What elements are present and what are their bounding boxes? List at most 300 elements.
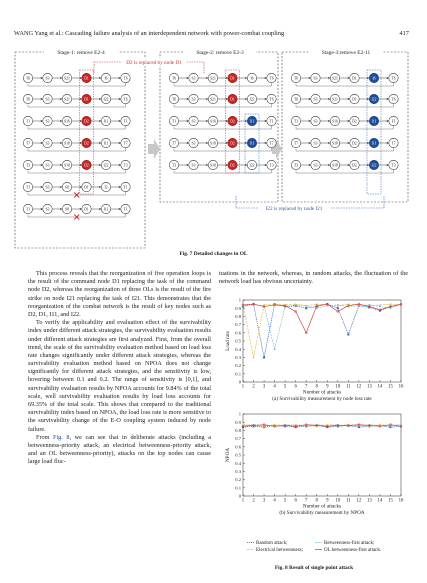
page-number: 417 [399,30,409,37]
loop-return-edge [296,126,394,129]
loop-return-edge [296,170,394,173]
note-d2-replaced: D2 is replaced by node D1 [126,60,182,66]
loop-edge-arrow [245,142,247,144]
loop-node-label: S3 [313,163,318,168]
loop-edge-arrow [367,164,369,166]
loop-node-label: S18 [332,163,338,168]
loop-edge-arrow [41,186,43,188]
loop-edge-arrow [187,120,189,122]
data-point [263,356,265,358]
text-prefix: From [36,433,54,441]
x-tick-label: 13 [367,498,372,504]
loop-node-label: D1 [230,76,235,81]
x-tick-label: 6 [294,384,297,390]
loop-node-label: D2 [84,119,89,124]
loop-edge-arrow [60,208,62,210]
y-tick-label: 0.9 [235,419,241,425]
loop-return-edge [174,148,272,151]
loop-edge-arrow [226,77,228,79]
data-point [252,356,254,358]
loop-node-label: D2 [84,141,89,146]
loop-edge-arrow [309,164,311,166]
loop-edge-arrow [60,98,62,100]
loop-edge-arrow [348,98,350,100]
loop-node-label: I22 [249,97,255,102]
loop-node-label: T3 [269,163,274,168]
loop-edge-arrow [309,98,311,100]
y-tick-label: 0.9 [235,305,241,311]
figure-8-link[interactable]: Fig. 8 [53,433,70,441]
loop-node-label: T7 [171,141,177,146]
x-tick-label: 10 [335,384,341,390]
loop-node-label: S21 [64,97,70,102]
loop-node-label: S3 [45,185,50,190]
loop-node-label: D2 [352,141,357,146]
loop-node-label: I22 [249,163,255,168]
highlight-d-column-stage1 [80,70,94,194]
data-point [337,307,339,309]
loop-node-label: S18 [210,163,216,168]
loop-edge-arrow [60,77,62,79]
loop-edge-arrow [206,164,208,166]
loop-edge-arrow [245,77,247,79]
loop-edge-arrow [245,120,247,122]
loop-edge-arrow [328,164,330,166]
loop-node-label: S3 [191,76,196,81]
loop-edge-arrow [367,120,369,122]
loop-node-label: S3 [45,207,50,212]
loop-node-label: S3 [45,97,50,102]
x-tick-label: 9 [326,498,329,504]
loop-node-label: S3 [191,141,196,146]
loop-node-label: I22 [371,163,377,168]
data-point [358,426,360,428]
x-tick-label: 7 [304,498,308,504]
loop-return-edge [296,83,394,86]
loop-node-label: S3 [191,163,196,168]
loop-return-edge [28,104,126,107]
loop-node-label: T1 [391,119,396,124]
loop-node-label: D2 [230,163,235,168]
x-tick-label: 10 [335,498,341,504]
y-tick-label: 0.3 [235,469,241,474]
loop-edge-arrow [226,98,228,100]
x-tick-label: 6 [294,498,297,504]
loop-node-label: D2 [230,119,235,124]
loop-node-label: I11 [249,119,255,124]
x-axis-label: Number of attacks [302,389,342,396]
stage-3-label: Stage-3:remove E2-11 [321,50,371,56]
legend-label: Betweenness-first attack; [324,541,375,546]
loop-edge-arrow [367,77,369,79]
y-tick-label: 1 [238,411,241,417]
x-tick-label: 8 [315,384,318,390]
paragraph-reorganization: This process reveals that the reorganization of five operation loops is the result of the command node D1 replacing the task of the command node D2, whereas the reorganization of three OLs is the result of the fire strike on node I21 replacing the task of I21. This demonstrates that the reorganization of the combat network is the result of key nodes such as D2, D1, I11, and I22. [28,270,211,318]
loop-edge-arrow [206,120,208,122]
y-tick-label: 0.4 [235,460,241,466]
y-tick-label: 0.5 [235,452,241,458]
loop-node-label: I11 [103,207,109,212]
loop-node-label: T6 [171,97,177,102]
loop-node-label: I6 [250,76,254,81]
highlight-i-column-stage3 [367,70,381,194]
loop-node-label: S18 [64,163,70,168]
loop-edge-arrow [309,142,311,144]
loop-node-label: D1 [352,76,357,81]
loop-node-label: T1 [293,119,299,124]
loop-node-label: I6 [372,76,376,81]
figure-8-caption: Fig. 8 Result of single point attack [274,565,354,571]
loop-edge-arrow [348,142,350,144]
loop-edge-arrow [119,186,121,188]
loop-edge-arrow [387,142,389,144]
loop-node-label: I11 [371,141,377,146]
loop-return-edge [174,83,272,86]
loop-edge-arrow [80,164,82,166]
loop-edge-arrow [119,120,121,122]
loop-node-label: T1 [25,185,31,190]
loop-node-label: D1 [352,97,357,102]
x-tick-label: 13 [367,384,372,390]
y-tick-label: 0.6 [235,444,241,450]
loop-edge-arrow [119,208,121,210]
figure-7-caption: Fig. 7 Detailed changes in OL [179,251,248,257]
loop-node-label: T6 [25,97,31,102]
loop-edge-arrow [187,98,189,100]
x-tick-label: 9 [326,384,329,390]
x-tick-label: 15 [388,384,393,390]
loop-node-label: T1 [123,119,128,124]
loop-edge-arrow [60,142,62,144]
loop-node-label: I11 [371,119,377,124]
loop-node-label: D2 [230,141,235,146]
loop-node-label: S21 [64,76,70,81]
loop-edge-arrow [206,98,208,100]
paragraph-survivability: To verify the applicability and evaluation effect of the survivability index under different attack strategies, the survivability evaluation results under different attack strategies are first analyzed. First, from the overall trend, the scale of the survivability evaluation method based on load loss rate changes significantly under different attack strategies, whereas the survivability evaluation method based on NPOA does not change significantly for different attack strategies, and the sensitivity is low, hovering between 0.1 and 0.2. The range of sensitivity is [0,1], and survivability evaluation results by NPOA accounts for 9.84% of the total scale, well survivability evaluation results by load loss accounts for 69.35% of the total scale. This shows that compared to the traditional survivability index based on NPOA, the load loss rate is more sensitive to the survivability change of the E-O coupling system induced by node failure. [28,319,211,433]
loop-edge-arrow [265,98,267,100]
stage-1-label: Stage-1: remove E2-4 [57,50,105,56]
y-tick-label: 0.2 [235,363,241,369]
loop-node-label: S21 [210,97,216,102]
loop-return-edge [28,148,126,151]
y-tick-label: 0.8 [235,428,241,433]
loop-node-label: I22 [103,97,109,102]
loop-edge-arrow [348,77,350,79]
y-tick-label: 0 [238,379,241,385]
x-tick-label: 12 [356,384,362,390]
loop-edge-arrow [80,208,82,210]
loop-edge-arrow [80,98,82,100]
data-point [274,348,276,350]
x-tick-label: 5 [283,498,287,504]
x-tick-label: 2 [252,384,255,390]
loop-return-edge [28,83,126,86]
stage-2-label: Stage-2: remove E2-3 [196,50,244,56]
x-tick-label: 2 [252,498,255,504]
loop-edge-arrow [367,98,369,100]
loop-edge-arrow [99,142,101,144]
loop-node-label: T6 [391,76,396,81]
loop-edge-arrow [387,120,389,122]
loop-edge-arrow [41,208,43,210]
x-tick-label: 3 [262,498,266,504]
loop-node-label: D2 [352,163,357,168]
loop-node-label: S16 [332,119,338,124]
loop-node-label: D1 [84,76,89,81]
loop-node-label: T6 [123,76,128,81]
loop-node-label: T3 [293,163,299,168]
loop-return-edge [174,104,272,107]
loop-edge-arrow [206,77,208,79]
loop-edge-arrow [99,120,101,122]
loop-node-label: S18 [64,141,70,146]
x-tick-label: 1 [241,384,245,390]
loop-edge-arrow [206,142,208,144]
paragraph-continuation: tuations in the network, whereas, in random attacks, the fluctuation of the network load has obvious uncertainty. [219,270,408,286]
loop-edge-arrow [80,142,82,144]
chart-subtitle: (a) Survivability measurement by node loss rate [272,396,372,402]
loop-edge-arrow [60,164,62,166]
loop-node-label: T6 [293,76,299,81]
loop-edge-arrow [387,77,389,79]
loop-edge-arrow [119,142,121,144]
body-right-column [219,270,408,286]
loop-edge-arrow [387,164,389,166]
loop-node-label: S3 [313,76,318,81]
loop-edge-arrow [119,164,121,166]
y-tick-label: 0.1 [235,371,241,377]
text-suffix: , we can see that in deliberate attacks (including a betweenness-priority attack, an electrical betweenness-priority attack, and an OL betweenness-priority), attacks on the top nodes can cause large load fluc- [28,433,211,466]
loop-node-label: T3 [391,163,396,168]
figure-8-legend [247,541,381,553]
loop-node-label: D1 [84,207,89,212]
y-tick-label: 0.3 [235,355,241,360]
running-header-title: WANG Yang et al.: Cascading failure analysis of an interdependent network with power-combat coupling [14,30,285,37]
stage-transition-arrow-1 [148,139,160,159]
loop-edge-arrow [309,120,311,122]
body-left-column [28,270,211,467]
series-line [243,304,401,333]
loop-node-label: T6 [293,97,299,102]
loop-edge-arrow [328,77,330,79]
chart-npoa [225,412,404,516]
loop-node-label: T3 [171,163,177,168]
loop-edge-arrow [41,98,43,100]
loop-edge-arrow [226,142,228,144]
loop-edge-arrow [60,120,62,122]
loop-edge-arrow [309,77,311,79]
chart-subtitle: (b) Survivability measurement by NPOA [279,510,365,516]
loop-node-label: T6 [269,97,274,102]
figure-7-diagram [14,46,412,254]
paragraph-fig8-discussion [28,434,211,467]
x-tick-label: 11 [346,384,351,390]
y-tick-label: 1 [238,297,241,303]
data-point [347,333,349,335]
data-point [389,426,391,428]
loop-edge-arrow [187,142,189,144]
loop-edge-arrow [41,77,43,79]
loop-node-label: T7 [293,141,299,146]
loop-edge-arrow [265,77,267,79]
loop-node-label: S3 [191,97,196,102]
loop-node-label: T1 [123,185,128,190]
loop-node-label: S18 [332,141,338,146]
loop-edge-arrow [80,120,82,122]
loop-edge-arrow [80,77,82,79]
loop-node-label: S3 [45,141,50,146]
loop-edge-arrow [99,186,101,188]
loop-node-label: S16 [210,119,216,124]
loop-node-label: T1 [269,119,274,124]
loop-return-edge [174,170,272,173]
loop-node-label: S18 [210,141,216,146]
loop-edge-arrow [119,98,121,100]
loop-return-edge [174,126,272,129]
loop-node-label: T1 [123,207,128,212]
x-tick-label: 4 [273,498,276,504]
loop-node-label: T7 [391,141,396,146]
x-tick-label: 15 [388,498,393,504]
legend-label: OL betweenness-first attack. [324,548,382,553]
y-axis-label: NPOA [225,447,231,463]
series-line [243,304,401,357]
x-tick-label: 4 [273,384,276,390]
loop-node-label: T7 [123,141,128,146]
loop-node-label: I11 [103,119,109,124]
loop-edge-arrow [41,142,43,144]
x-axis-label: Number of attacks [302,503,342,510]
loop-edge-arrow [328,98,330,100]
loop-edge-arrow [80,186,82,188]
data-point [379,306,381,308]
series-line [243,304,401,357]
legend-label: Electrical betweenness; [256,548,304,553]
chart-load-rate [225,298,404,402]
x-tick-label: 1 [241,498,245,504]
loop-node-label: T1 [171,119,177,124]
loop-return-edge [28,126,126,129]
y-tick-label: 0.8 [235,314,241,319]
loop-edge-arrow [387,98,389,100]
loop-node-label: I11 [249,141,255,146]
loop-node-label: T6 [123,97,128,102]
loop-node-label: S3 [45,119,50,124]
loop-node-label: S8 [65,207,69,212]
legend-label: Random attack; [256,541,288,546]
x-tick-label: 14 [377,498,383,504]
loop-node-label: T6 [269,76,274,81]
x-tick-label: 12 [356,498,362,504]
loop-node-label: S3 [313,119,318,124]
loop-edge-arrow [328,120,330,122]
loop-node-label: S21 [332,76,338,81]
loop-node-label: S3 [45,76,50,81]
x-tick-label: 14 [377,384,383,390]
y-tick-label: 0.4 [235,346,241,352]
loop-edge-arrow [99,98,101,100]
x-tick-label: 7 [304,384,308,390]
loop-node-label: S3 [45,163,50,168]
data-point [305,307,307,309]
loop-node-label: S3 [313,141,318,146]
loop-edge-arrow [265,142,267,144]
x-tick-label: 8 [315,498,318,504]
loop-edge-arrow [265,120,267,122]
loop-node-label: I11 [103,141,109,146]
loop-edge-arrow [99,164,101,166]
plot-frame [243,300,401,382]
loop-node-label: T6 [25,76,31,81]
loop-edge-arrow [245,98,247,100]
loop-edge-arrow [99,208,101,210]
y-tick-label: 0.5 [235,338,241,344]
loop-node-label: I3 [104,185,108,190]
x-tick-label: 5 [283,384,287,390]
note-i22-replaced: I22 is replaced by node I21 [265,206,323,212]
loop-node-label: I6 [104,76,108,81]
loop-return-edge [28,170,126,173]
loop-node-label: T3 [123,163,128,168]
loop-edge-arrow [348,164,350,166]
loop-node-label: S3 [191,119,196,124]
loop-node-label: S16 [64,119,70,124]
loop-edge-arrow [226,120,228,122]
loop-edge-arrow [187,77,189,79]
y-tick-label: 0.7 [235,436,241,442]
loop-edge-arrow [119,77,121,79]
loop-node-label: S21 [332,97,338,102]
loop-node-label: T3 [25,163,31,168]
loop-node-label: D1 [230,97,235,102]
y-tick-label: 0.2 [235,477,241,483]
loop-edge-arrow [367,142,369,144]
y-axis-label: Load rate [225,331,231,351]
loop-edge-arrow [60,186,62,188]
y-tick-label: 0.1 [235,485,241,491]
figure-8-charts [219,294,409,576]
loop-node-label: T6 [391,97,396,102]
y-tick-label: 0.6 [235,330,241,336]
loop-edge-arrow [99,77,101,79]
loop-node-label: I22 [103,163,109,168]
loop-node-label: T1 [25,119,31,124]
loop-node-label: T7 [269,141,274,146]
loop-edge-arrow [328,142,330,144]
x-tick-label: 16 [398,498,404,504]
loop-node-label: D2 [84,163,89,168]
x-tick-label: 16 [398,384,404,390]
loop-edge-arrow [226,164,228,166]
loop-edge-arrow [41,120,43,122]
loop-edge-arrow [41,164,43,166]
loop-node-label: S8 [65,185,69,190]
loop-node-label: I22 [371,97,377,102]
x-tick-label: 11 [346,498,351,504]
loop-node-label: D2 [352,119,357,124]
loop-return-edge [296,148,394,151]
y-tick-label: 0 [238,493,241,499]
loop-node-label: D1 [84,185,89,190]
loop-edge-arrow [348,120,350,122]
loop-node-label: S21 [210,76,216,81]
loop-node-label: S3 [313,97,318,102]
loop-node-label: T1 [25,207,31,212]
loop-edge-arrow [265,164,267,166]
loop-edge-arrow [245,164,247,166]
y-tick-label: 0.7 [235,322,241,328]
loop-node-label: D1 [84,97,89,102]
